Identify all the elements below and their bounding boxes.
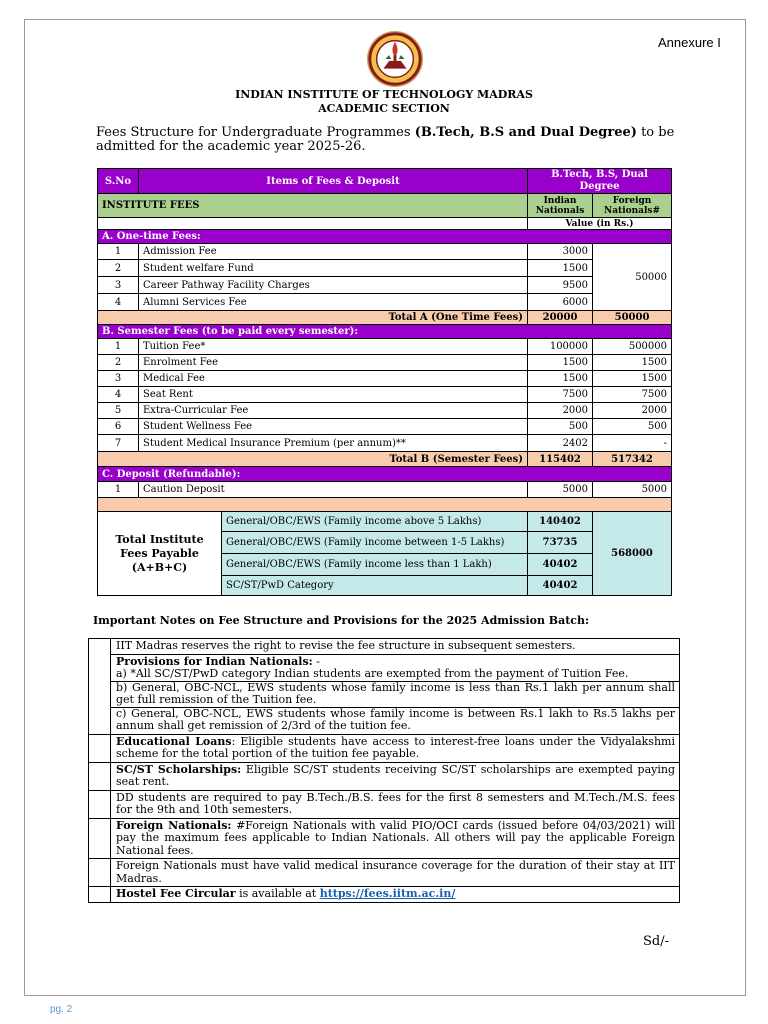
table-row: 7 Student Medical Insurance Premium (per annum)** 2402 - <box>98 435 672 452</box>
note-row <box>89 654 680 734</box>
totals-row: Total Institute Fees Payable (A+B+C) General/OBC/EWS (Family income above 5 Lakhs) 140402 568000 <box>98 512 672 532</box>
section-a-title: A. One-time Fees: <box>98 230 672 244</box>
section-a-foreign: 50000 <box>593 244 672 311</box>
spacer-row <box>98 498 672 512</box>
totals-row: SC/ST/PwD Category 40402 <box>98 576 672 596</box>
header-foreign: Foreign Nationals# <box>593 194 672 218</box>
scholarship-note: SC/ST Scholarships: Eligible SC/ST students receiving SC/ST scholarships are exempted paying seat rent. <box>111 762 680 790</box>
totals-row: General/OBC/EWS (Family income between 1-5 Lakhs) 73735 <box>98 532 672 554</box>
header-sno: S.No <box>98 169 139 194</box>
institute-name: INDIAN INSTITUTE OF TECHNOLOGY MADRAS <box>235 88 533 101</box>
notes-title: Important Notes on Fee Structure and Provisions for the 2025 Admission Batch: <box>93 614 590 627</box>
note-row <box>89 790 680 818</box>
page-number: pg. 2 <box>50 1004 73 1015</box>
section-name: ACADEMIC SECTION <box>318 102 450 115</box>
section-b-title: B. Semester Fees (to be paid every semester): <box>98 325 672 339</box>
note-row <box>89 762 680 790</box>
hostel-fee-link[interactable]: https://fees.iitm.ac.in/ <box>319 887 456 900</box>
iitm-seal-icon <box>366 30 424 88</box>
section-c-title-row <box>98 467 672 482</box>
signature: Sd/- <box>643 934 669 949</box>
note-row <box>89 859 680 887</box>
table-row: 4 Alumni Services Fee 6000 <box>98 294 672 311</box>
dd-note: DD students are required to pay B.Tech./B.S. fees for the first 8 semesters and M.Tech./M.S. fees for the 9th and 10th semesters. <box>111 790 680 818</box>
table-row: 6 Student Wellness Fee 500 500 <box>98 419 672 435</box>
section-a-title-row <box>98 230 672 244</box>
foreign-total-payable: 568000 <box>593 512 672 596</box>
total-a-indian: 20000 <box>528 311 593 325</box>
table-row: 1 Admission Fee 3000 50000 <box>98 244 672 260</box>
annexure-label: Annexure I <box>658 35 721 50</box>
total-b-foreign: 517342 <box>593 452 672 467</box>
provisions-note: Provisions for Indian Nationals: - a) *All SC/ST/PwD category Indian students are exempted from the payment of Tuition Fee. b) General, OBC-NCL, EWS students whose family income is less than Rs.1 lakh per annum shall get full remission of the Tuition fee. c) General, OBC-NCL, EWS students whose family income is between Rs.1 lakh to Rs.5 lakhs per annum shall get remission of 2/3rd of the tuition fee. <box>111 654 680 734</box>
table-row: 5 Extra-Curricular Fee 2000 2000 <box>98 403 672 419</box>
insurance-note: Foreign Nationals must have valid medical insurance coverage for the duration of their stay at IIT Madras. <box>111 859 680 887</box>
foreign-note: Foreign Nationals: #Foreign Nationals with valid PIO/OCI cards (issued before 04/03/2021) will pay the maximum fees applicable to Indian Nationals. All others will pay the applicable Foreign National fees. <box>111 818 680 859</box>
total-a-row <box>98 311 672 325</box>
note-row <box>89 818 680 859</box>
table-row: 1 Caution Deposit 5000 5000 <box>98 482 672 498</box>
table-row: 2 Student welfare Fund 1500 <box>98 260 672 277</box>
table-row: 4 Seat Rent 7500 7500 <box>98 387 672 403</box>
table-header-row <box>98 169 672 194</box>
value-row <box>98 218 672 230</box>
section-b-title-row <box>98 325 672 339</box>
hostel-note: Hostel Fee Circular is available at https://fees.iitm.ac.in/ <box>111 887 680 903</box>
table-row: 3 Medical Fee 1500 1500 <box>98 371 672 387</box>
table-row: 1 Tuition Fee* 100000 500000 <box>98 339 672 355</box>
note-row <box>89 887 680 903</box>
value-unit: Value (in Rs.) <box>528 218 672 230</box>
header-programme: B.Tech, B.S, Dual Degree <box>528 169 672 194</box>
header-indian: Indian Nationals <box>528 194 593 218</box>
total-b-indian: 115402 <box>528 452 593 467</box>
note-row: IIT Madras reserves the right to revise the fee structure in subsequent semesters. <box>89 639 680 655</box>
loans-note: Educational Loans: Eligible students have access to interest-free loans under the Vidyalakshmi scheme for the total portion of the tuition fee payable. <box>111 734 680 762</box>
institute-fees-label: INSTITUTE FEES <box>98 194 528 218</box>
total-a-label: Total A (One Time Fees) <box>98 311 528 325</box>
table-row: 2 Enrolment Fee 1500 1500 <box>98 355 672 371</box>
notes-table <box>88 638 680 903</box>
table-row: 3 Career Pathway Facility Charges 9500 <box>98 277 672 294</box>
intro-text: Fees Structure for Undergraduate Programmes (B.Tech, B.S and Dual Degree) to be admitted for the academic year 2025-26. <box>96 125 675 154</box>
section-c-title: C. Deposit (Refundable): <box>98 467 672 482</box>
institute-fees-row <box>98 194 672 218</box>
totals-row: General/OBC/EWS (Family income less than 1 Lakh) 40402 <box>98 554 672 576</box>
header-items: Items of Fees & Deposit <box>139 169 528 194</box>
note-row <box>89 734 680 762</box>
total-payable-label: Total Institute Fees Payable (A+B+C) <box>98 512 222 596</box>
total-b-label: Total B (Semester Fees) <box>98 452 528 467</box>
fee-table <box>97 168 672 596</box>
total-a-foreign: 50000 <box>593 311 672 325</box>
total-b-row <box>98 452 672 467</box>
